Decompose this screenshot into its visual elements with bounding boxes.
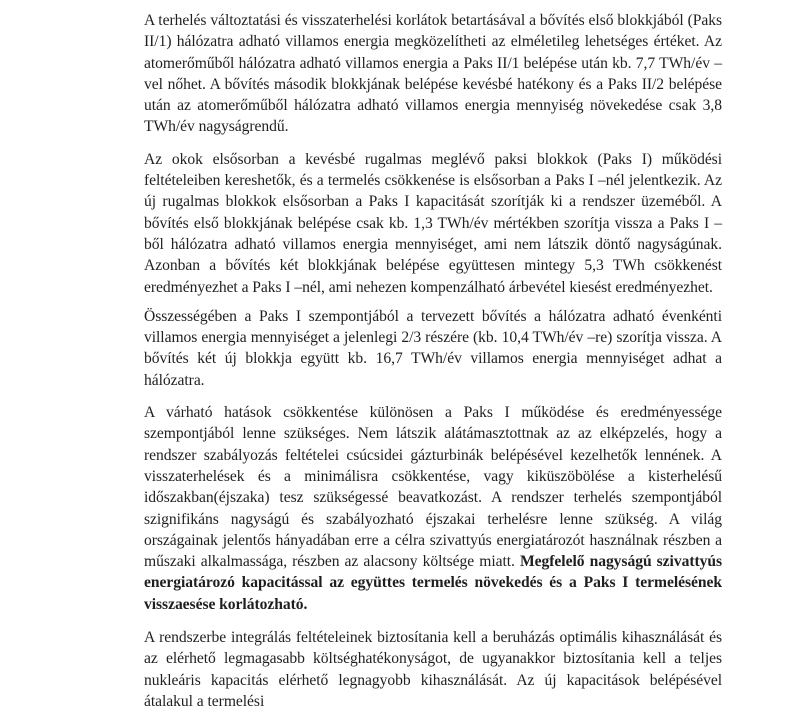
paragraph-4-bold-conclusion: Megfelelő nagyságú szivattyús energiatározó kapacitással az együttes termelés növekedés és a Paks I termelésének visszaesése korlátozható.: [144, 553, 722, 613]
paragraph-5: A rendszerbe integrálás feltételeinek biztosítania kell a beruházás optimális kihasználását és az elérhető legmagasabb költséghatékonyságot, de ugyanakkor biztosítania kell a teljes nukleáris kapacitás elérhető legnagyobb kihasználását. Az új kapacitások belépésével átalakul a termelési: [144, 629, 722, 710]
paragraph-2: Az okok elsősorban a kevésbé rugalmas meglévő paksi blokkok (Paks I) működési feltételeiben kereshetők, és a termelés csökkenése is elsősorban a Paks I –nél jelentkezik. Az új rugalmas blokkok elsősorban a Paks I kapacitását szorítják ki a rendszer üzeméből. A bővítés első blokkjának belépése csak kb. 1,3 TWh/év mértékben szorítja vissza a Paks I –ből hálózatra adható villamos energia mennyiséget, ami nem látszik döntő nagyságúnak. Azonban a bővítés két blokkjának belépése együttesen mintegy 5,3 TWh csökkenést eredményezhet a Paks I –nél, ami nehezen kompenzálható árbevétel kiesést eredményezhet.: [144, 150, 722, 296]
paragraph-4: [144, 402, 722, 615]
paragraph-1: A terhelés változtatási és visszaterhelési korlátok betartásával a bővítés első blokkjából (Paks II/1) hálózatra adható villamos energia megközelítheti az elméletileg lehetséges értéket. Az atomerőműből hálózatra adható villamos energia a Paks II/1 belépése után kb. 7,7 TWh/év –vel nőhet. A bővítés második blokkjának belépése kevésbé hatékony és a Paks II/2 belépése után az atomerőműből hálózatra adható villamos energia mennyiség növekedése csak 3,8 TWh/év nagyságrendű.: [144, 12, 722, 136]
paragraph-3: Összességében a Paks I szempontjából a tervezett bővítés a hálózatra adható évenkénti villamos energia mennyiséget a jelenlegi 2/3 részére (kb. 10,4 TWh/év –re) szorítja vissza. A bővítés két új blokkja együtt kb. 16,7 TWh/év villamos energia mennyiséget adhat a hálózatra.: [144, 307, 722, 389]
paragraph-4-text: A várható hatások csökkentése különösen a Paks I működése és eredményessége szempontjából lenne szükséges. Nem látszik alátámasztottnak az az elképzelés, hogy a rendszer szabályozás feltételei csúcsidei gázturbinák belépésével kezelhetők lennének. A visszaterhelések és a minimálisra csökkentése, vagy kiküszöbölése a kisterhelésű időszakban(éjszaka) tesz szükségessé beavatkozást. A rendszer terhelés szempontjából szignifikáns nagyságú és szabályozható éjszakai terhelésre lenne szükség. A világ országainak jelentős hányadában erre a célra szivattyús energiatározót használnak részben a műszaki alkalmassága, részben az alacsony költsége miatt.: [144, 404, 722, 571]
